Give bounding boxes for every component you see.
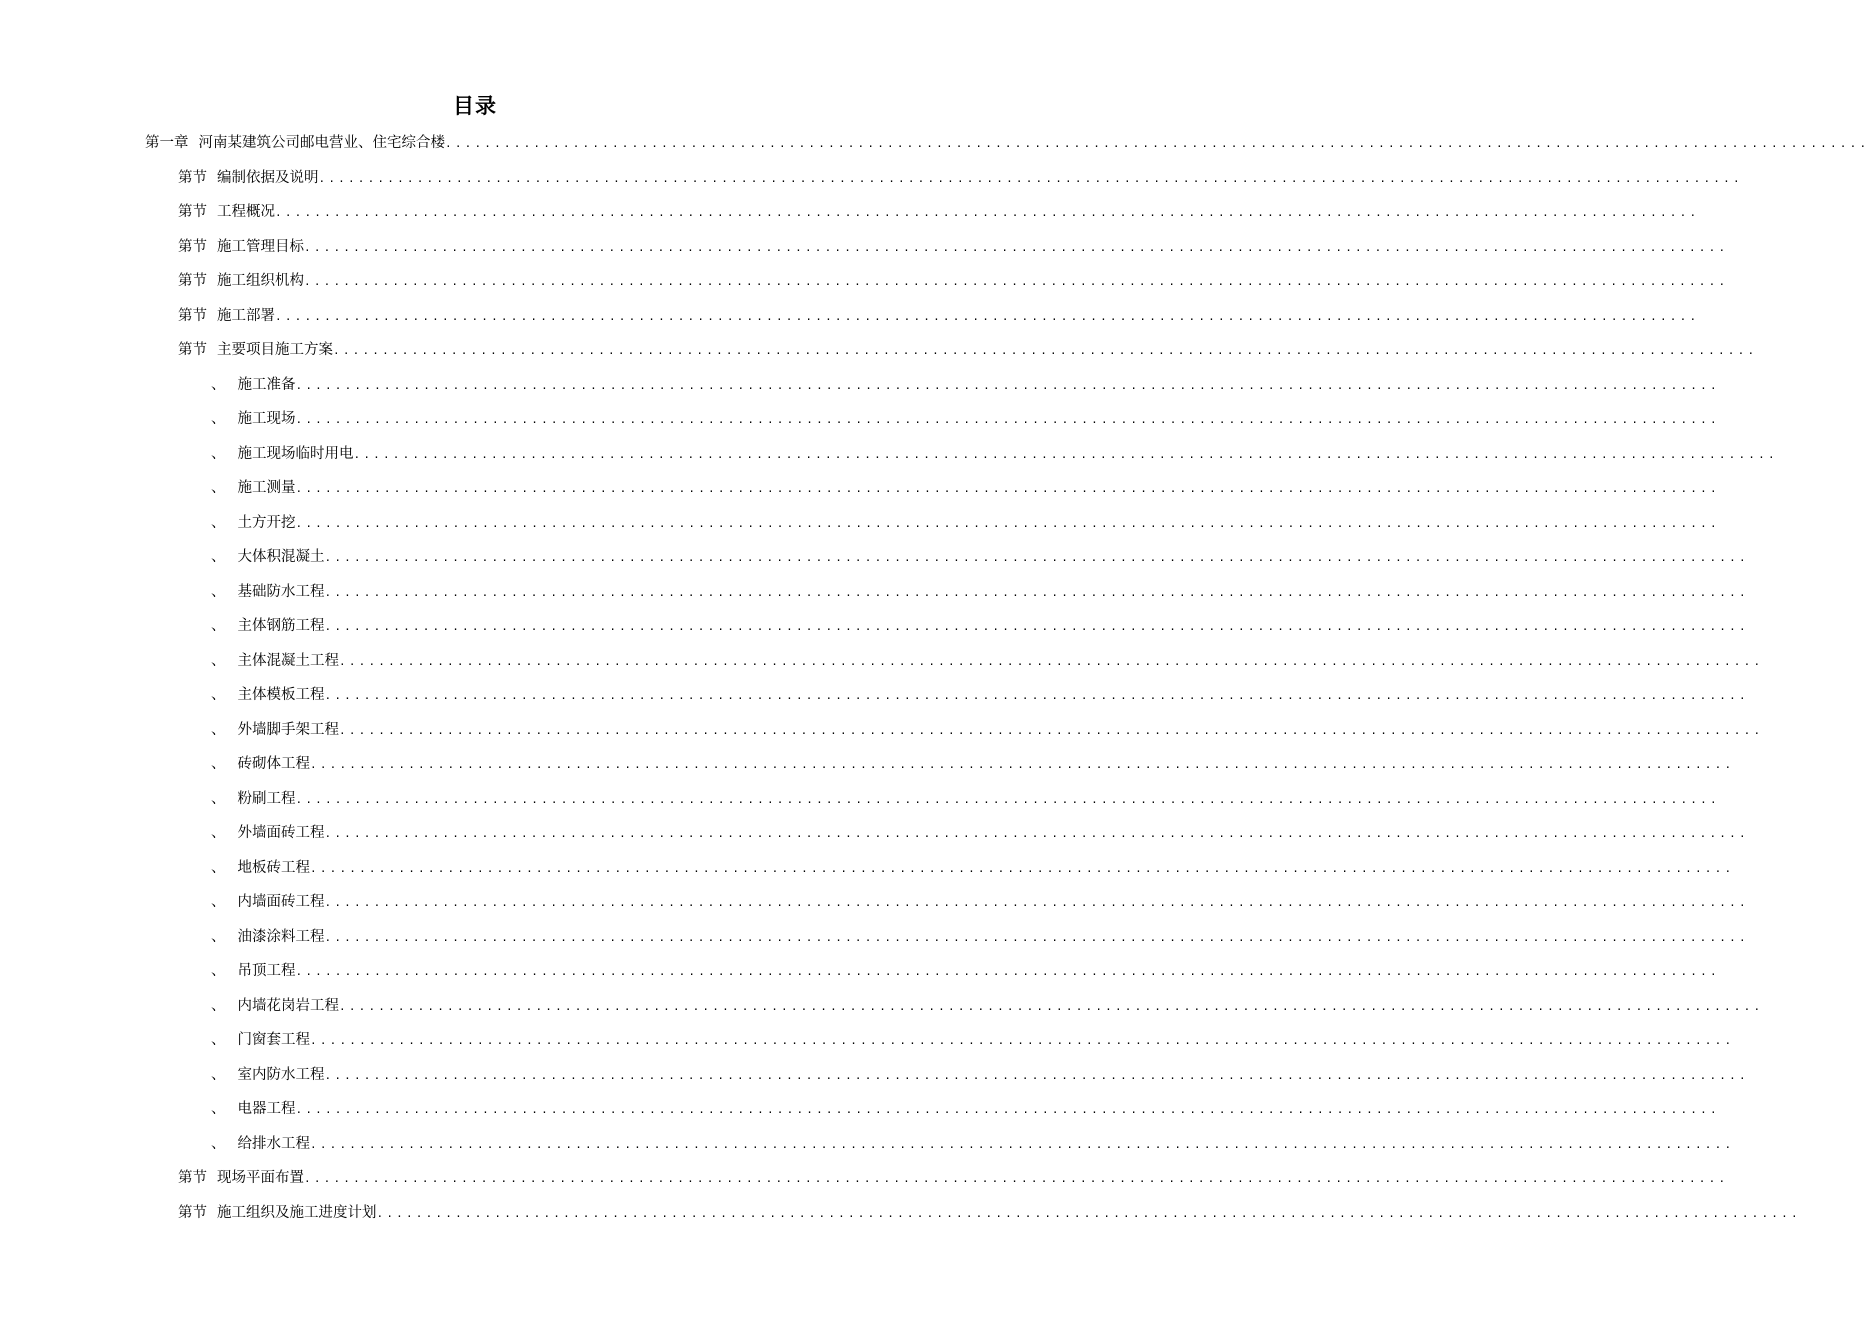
toc-entry-item[interactable] xyxy=(211,885,1749,919)
dot-leader: ................................................................................................................................................. xyxy=(324,896,1749,909)
toc-prefix: 、 xyxy=(211,618,226,634)
toc-title: 外墙脚手架工程 xyxy=(237,721,339,738)
toc-prefix: 、 xyxy=(211,790,226,807)
toc-title: 粉刷工程 xyxy=(237,790,296,807)
toc-entry-item[interactable] xyxy=(211,1023,1735,1057)
dot-leader: ................................................................................................................................................. xyxy=(275,206,1700,219)
dot-leader: ................................................................................................................................................. xyxy=(295,378,1720,392)
toc-title: 主要项目施工方案 xyxy=(217,342,333,358)
toc-prefix: 、 xyxy=(211,480,226,496)
toc-entry-item[interactable] xyxy=(211,851,1735,885)
dot-leader: ................................................................................................................................................. xyxy=(304,1172,1729,1185)
toc-entry-item[interactable] xyxy=(211,644,1764,678)
dot-leader: ................................................................................................................................................. xyxy=(275,309,1700,323)
toc-title: 施工组织机构 xyxy=(217,273,304,289)
toc-entry-item[interactable] xyxy=(211,989,1764,1023)
toc-title: 门窗套工程 xyxy=(237,1032,310,1048)
toc-prefix: 、 xyxy=(211,652,226,669)
toc-entry-item[interactable] xyxy=(211,954,1720,988)
toc-title: 主体模板工程 xyxy=(237,687,325,703)
dot-leader: ................................................................................................................................................. xyxy=(295,965,1720,978)
toc-prefix: 第节 xyxy=(178,238,207,255)
toc-prefix: 、 xyxy=(211,1135,226,1152)
toc-prefix: 、 xyxy=(211,445,226,462)
toc-prefix: 、 xyxy=(211,514,226,531)
toc-entry-section[interactable] xyxy=(178,1196,1801,1230)
toc-title: 基础防水工程 xyxy=(237,583,325,600)
toc-entry-item[interactable] xyxy=(211,402,1720,436)
toc-prefix: 、 xyxy=(211,721,226,738)
dot-leader: ................................................................................................................................................. xyxy=(295,482,1720,495)
dot-leader: ................................................................................................................................................. xyxy=(376,1206,1801,1220)
dot-leader: ................................................................................................................................................. xyxy=(295,1103,1720,1116)
dot-leader: ................................................................................................................................................. xyxy=(310,1137,1735,1151)
toc-prefix: 第节 xyxy=(178,204,207,220)
toc-entry-item[interactable] xyxy=(211,782,1720,816)
dot-leader: ................................................................................................................................................. xyxy=(324,585,1749,599)
toc-entry-item[interactable] xyxy=(211,1092,1720,1126)
toc-entry-section[interactable] xyxy=(178,299,1700,333)
toc-entry-section[interactable] xyxy=(178,333,1758,367)
toc-entry-chapter[interactable] xyxy=(145,126,1869,160)
dot-leader: ................................................................................................................................................. xyxy=(295,516,1720,530)
page-title: 目录 xyxy=(453,93,497,118)
toc-title: 施工准备 xyxy=(237,376,296,393)
toc-title: 室内防水工程 xyxy=(237,1066,325,1083)
toc-title: 编制依据及说明 xyxy=(217,169,319,186)
toc-title: 施工现场 xyxy=(237,411,296,427)
toc-title: 施工测量 xyxy=(237,480,296,496)
toc-entry-item[interactable] xyxy=(211,1127,1735,1161)
toc-title: 大体积混凝土 xyxy=(237,549,325,565)
toc-entry-item[interactable] xyxy=(211,1058,1749,1092)
toc-title: 工程概况 xyxy=(217,204,275,220)
toc-entry-section[interactable] xyxy=(178,195,1700,229)
toc-title: 施工组织及施工进度计划 xyxy=(217,1204,377,1221)
dot-leader: ................................................................................................................................................. xyxy=(310,758,1735,771)
toc-title: 河南某建筑公司邮电营业、住宅综合楼 xyxy=(198,135,445,151)
toc-prefix: 、 xyxy=(211,825,226,841)
toc-prefix: 、 xyxy=(211,1101,226,1117)
toc-title: 内墙面砖工程 xyxy=(237,894,325,910)
toc-entry-section[interactable] xyxy=(178,1161,1729,1195)
dot-leader: ................................................................................................................................................. xyxy=(304,240,1729,254)
toc-title: 给排水工程 xyxy=(237,1135,310,1152)
toc-title: 主体钢筋工程 xyxy=(237,618,325,634)
toc-prefix: 、 xyxy=(211,928,226,945)
toc-title: 施工部署 xyxy=(217,307,275,324)
toc-title: 现场平面布置 xyxy=(217,1170,304,1186)
toc-entry-item[interactable] xyxy=(211,816,1749,850)
dot-leader: ................................................................................................................................................. xyxy=(318,171,1743,185)
toc-title: 外墙面砖工程 xyxy=(237,825,325,841)
toc-prefix: 、 xyxy=(211,1032,226,1048)
dot-leader: ................................................................................................................................................. xyxy=(310,861,1735,875)
toc-entry-item[interactable] xyxy=(211,747,1735,781)
dot-leader: ................................................................................................................................................. xyxy=(339,654,1764,668)
toc-title: 砖砌体工程 xyxy=(237,756,310,772)
toc-entry-item[interactable] xyxy=(211,609,1749,643)
toc-title: 施工管理目标 xyxy=(217,238,304,255)
dot-leader: ................................................................................................................................................. xyxy=(295,792,1720,806)
toc-title: 电器工程 xyxy=(237,1101,296,1117)
toc-title: 油漆涂料工程 xyxy=(237,928,325,945)
dot-leader: ................................................................................................................................................. xyxy=(445,137,1869,150)
toc-prefix: 、 xyxy=(211,411,226,427)
toc-entry-item[interactable] xyxy=(211,471,1720,505)
toc-title: 主体混凝土工程 xyxy=(237,652,339,669)
toc-entry-section[interactable] xyxy=(178,230,1729,264)
dot-leader: ................................................................................................................................................. xyxy=(339,723,1764,737)
toc-prefix: 、 xyxy=(211,756,226,772)
dot-leader: ................................................................................................................................................. xyxy=(353,447,1778,461)
toc-prefix: 、 xyxy=(211,549,226,565)
dot-leader: ................................................................................................................................................. xyxy=(324,827,1749,840)
toc-prefix: 、 xyxy=(211,859,226,876)
toc-prefix: 第节 xyxy=(178,169,207,186)
toc-prefix: 第节 xyxy=(178,307,207,324)
toc-title: 地板砖工程 xyxy=(237,859,310,876)
toc-prefix: 第节 xyxy=(178,342,207,358)
toc-entry-item[interactable] xyxy=(211,678,1749,712)
dot-leader: ................................................................................................................................................. xyxy=(310,1034,1735,1047)
toc-title: 内墙花岗岩工程 xyxy=(237,997,339,1014)
toc-prefix: 、 xyxy=(211,997,226,1014)
toc-prefix: 、 xyxy=(211,687,226,703)
toc-prefix: 、 xyxy=(211,894,226,910)
toc-entry-item[interactable] xyxy=(211,920,1749,954)
dot-leader: ................................................................................................................................................. xyxy=(324,689,1749,702)
toc-entry-section[interactable] xyxy=(178,161,1743,195)
toc-prefix: 、 xyxy=(211,376,226,393)
dot-leader: ................................................................................................................................................. xyxy=(333,344,1758,357)
dot-leader: ................................................................................................................................................. xyxy=(295,413,1720,426)
toc-entry-item[interactable] xyxy=(211,540,1749,574)
dot-leader: ................................................................................................................................................. xyxy=(324,551,1749,564)
dot-leader: ................................................................................................................................................. xyxy=(324,930,1749,944)
toc-prefix: 第节 xyxy=(178,1204,207,1221)
dot-leader: ................................................................................................................................................. xyxy=(324,1068,1749,1082)
toc-title: 施工现场临时用电 xyxy=(237,445,354,462)
toc-prefix: 第节 xyxy=(178,1170,207,1186)
toc-prefix: 第节 xyxy=(178,273,207,289)
dot-leader: ................................................................................................................................................. xyxy=(339,999,1764,1013)
toc-prefix: 第一章 xyxy=(145,135,189,151)
dot-leader: ................................................................................................................................................. xyxy=(324,620,1749,633)
toc-prefix: 、 xyxy=(211,963,226,979)
toc-entry-item[interactable] xyxy=(211,575,1749,609)
toc-entry-item[interactable] xyxy=(211,713,1764,747)
toc-prefix: 、 xyxy=(211,1066,226,1083)
toc-entry-item[interactable] xyxy=(211,368,1720,402)
toc-title: 土方开挖 xyxy=(237,514,296,531)
toc-entry-section[interactable] xyxy=(178,264,1729,298)
dot-leader: ................................................................................................................................................. xyxy=(304,275,1729,288)
toc-prefix: 、 xyxy=(211,583,226,600)
toc-title: 吊顶工程 xyxy=(237,963,296,979)
toc-entry-item[interactable] xyxy=(211,506,1720,540)
toc-entry-item[interactable] xyxy=(211,437,1778,471)
